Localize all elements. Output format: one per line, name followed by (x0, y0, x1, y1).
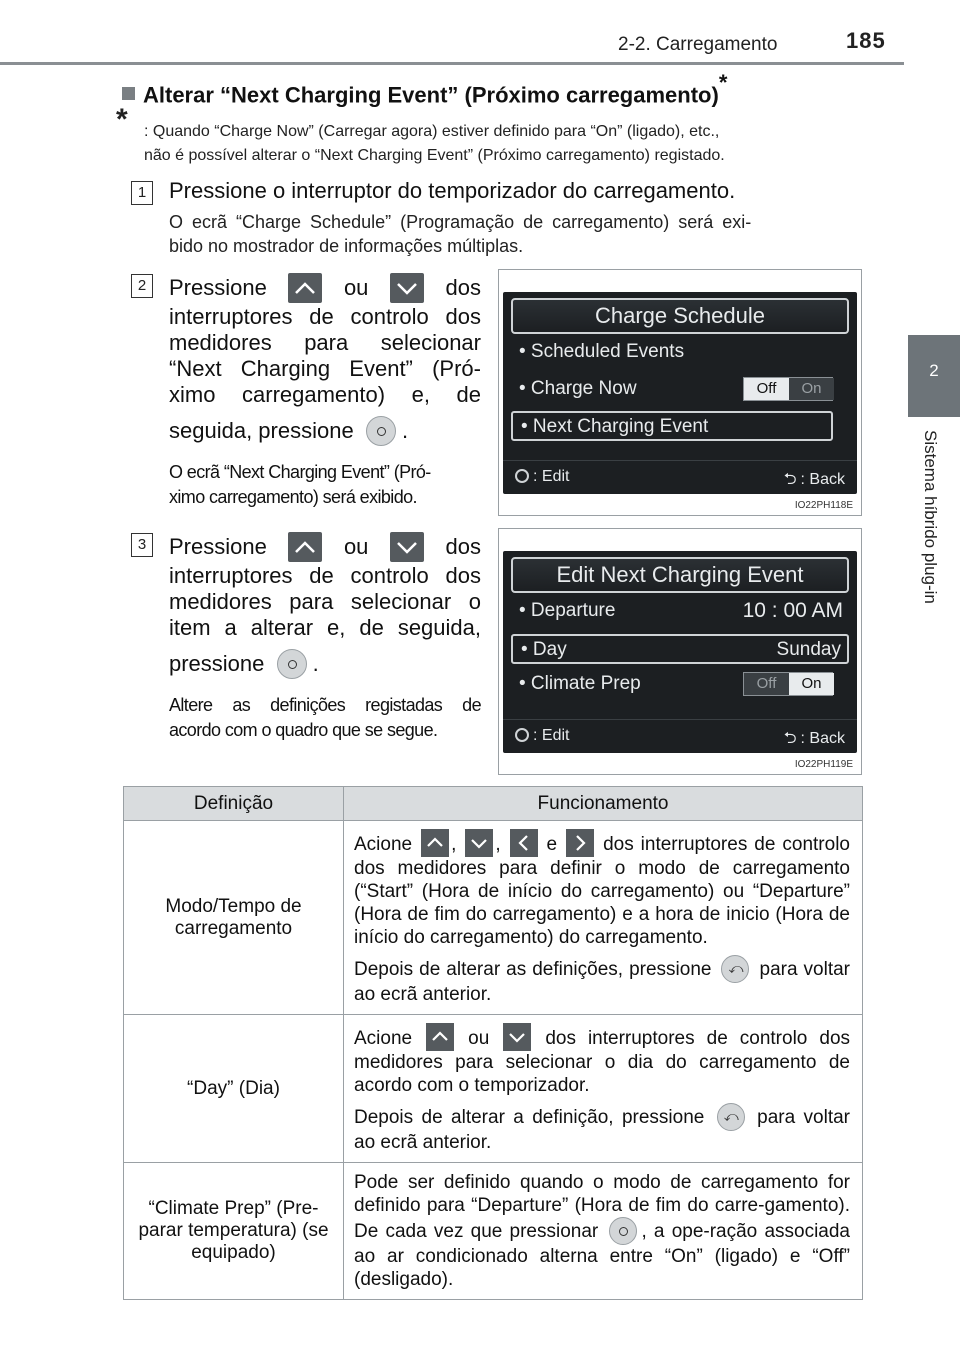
screen-title: Edit Next Charging Event (511, 557, 849, 593)
table-row (124, 821, 863, 1015)
day-value: Sunday (776, 639, 841, 660)
text-operation-cont: , a ope-ração associada ao ar condicionado alterna entre “On” (ligado) e “Off” (desligado). (354, 1221, 850, 1290)
screen-footer (503, 719, 857, 753)
chapter-label-box (908, 430, 960, 660)
section-heading (122, 70, 728, 108)
step-3-word-press: Pressione (169, 534, 267, 559)
figure-id: IO22PH119E (794, 759, 853, 770)
step-3-desc-line-1: Altere as definições registadas de (169, 695, 481, 715)
chapter-tab (908, 335, 960, 417)
down-arrow-button-icon (465, 829, 493, 857)
up-arrow-button-icon (426, 1023, 454, 1051)
down-arrow-button-icon (390, 532, 424, 562)
square-bullet-icon (122, 87, 135, 100)
down-arrow-button-icon (503, 1023, 531, 1051)
operation-paragraph: Acione , , e dos interruptores de controlo dos medidores para definir o modo de carregamento (“Start” (Hora de início do carregamento) ou “Departure” (Hora de fim do carregamento) e a hora de inicio (Hora de início do carregamento) do carregamento. (354, 829, 850, 949)
step-1-title: Pressione o interruptor do temporizador do carregamento. (169, 178, 736, 203)
table-row (124, 1015, 863, 1163)
toggle-on: On (789, 673, 834, 695)
page-header (0, 0, 960, 64)
text-acione: Acione (354, 834, 413, 855)
step-3-word-then-press: pressione (169, 651, 265, 676)
operation-paragraph (354, 1023, 850, 1097)
text-return: para voltar ao ecrã anterior. (354, 1107, 850, 1153)
back-label: : Back (800, 471, 845, 488)
step-2-line-5: ximo carregamento) e, de (169, 382, 481, 407)
step-2-desc-line-2: ximo carregamento) será exibido. (169, 487, 417, 507)
footnote-line-2: não é possível alterar o “Next Charging Event” (Próximo carregamento) registado. (144, 147, 725, 164)
row-charge-now (511, 375, 833, 405)
step-2-word-then-press: seguida, pressione (169, 418, 354, 443)
ok-button-icon (366, 416, 396, 446)
page-number: 185 (846, 28, 886, 53)
operation-cell (344, 1015, 863, 1163)
step-3-desc (169, 693, 481, 743)
text-return: para voltar ao ecrã anterior. (354, 959, 850, 1005)
heading-text: Alterar “Next Charging Event” (Próximo carregamento) (143, 82, 719, 108)
toggle-off: Off (744, 378, 789, 400)
row-scheduled-events: • Scheduled Events (519, 341, 685, 362)
settings-table (123, 786, 863, 1300)
step-2-line-2: interruptores de controlo dos (169, 304, 481, 329)
text-operation: dos interruptores de controlo dos medidores para selecionar o dia do carregamento de acordo com o temporizador. (354, 1028, 851, 1096)
down-arrow-button-icon (390, 273, 424, 303)
heading-marker: * (718, 70, 728, 95)
back-hint (784, 468, 845, 495)
row-charge-now-label: • Charge Now (519, 378, 637, 399)
climate-prep-toggle (743, 672, 833, 696)
screen-footer (503, 460, 857, 494)
step-2-word-dos: dos (445, 275, 481, 300)
step-2-word-or: ou (343, 275, 369, 300)
edit-hint (515, 468, 569, 486)
step-2-line-3: medidores para selecionar (169, 330, 481, 355)
right-arrow-button-icon (566, 829, 594, 857)
row-climate-prep-label: • Climate Prep (519, 673, 641, 694)
step-3-word-dos: dos (445, 534, 481, 559)
figure-charge-schedule (498, 269, 862, 516)
table-row (124, 1163, 863, 1300)
up-arrow-button-icon (288, 532, 322, 562)
up-arrow-button-icon (288, 273, 322, 303)
operation-cell (344, 821, 863, 1015)
toggle-off: Off (744, 673, 789, 695)
step-2-desc-line-1: O ecrã “Next Charging Event” (Pró- (169, 462, 431, 482)
step-number-2: 2 (131, 274, 153, 298)
return-paragraph (354, 1103, 850, 1154)
ok-button-icon (609, 1217, 637, 1245)
text-acione: Acione (354, 1028, 413, 1049)
text-after-change: Depois de alterar a definição, pressione (354, 1107, 705, 1128)
row-day-label: • Day (521, 639, 567, 660)
header-operation: Funcionamento (344, 787, 863, 821)
back-arrow-icon: ⮌ (783, 471, 797, 488)
edit-hint (515, 727, 569, 745)
step-1-desc-line-2: bido no mostrador de informações múltiplas. (169, 236, 524, 256)
ok-button-icon (277, 649, 307, 679)
back-hint (784, 727, 845, 754)
step-1-desc-line-1: O ecrã “Charge Schedule” (Programação de carregamento) será exi- (169, 212, 752, 232)
back-label: : Back (800, 730, 845, 747)
figure-id: IO22PH118E (794, 500, 853, 511)
step-3-line-4: item a alterar e, de seguida, (169, 615, 481, 640)
up-arrow-button-icon (421, 829, 449, 857)
row-next-charging-event: • Next Charging Event (511, 411, 833, 441)
dial-icon (515, 469, 529, 483)
edit-label: : Edit (533, 468, 570, 485)
step-2-line-1 (169, 272, 481, 304)
step-2-text (169, 272, 481, 510)
figure-edit-next-charging-event (498, 528, 862, 775)
dial-icon (515, 728, 529, 742)
header-setting: Definição (124, 787, 344, 821)
charge-now-toggle (743, 377, 833, 401)
step-2-word-press: Pressione (169, 275, 267, 300)
footnote-line-1: : Quando “Charge Now” (Carregar agora) estiver definido para “On” (ligado), etc., (144, 123, 720, 140)
departure-value: 10 : 00 AM (742, 599, 843, 622)
table-header-row (124, 787, 863, 821)
operation-cell (344, 1163, 863, 1300)
step-3-line-5 (169, 649, 481, 681)
step-3-line-1 (169, 531, 481, 563)
toggle-on: On (789, 378, 834, 400)
return-paragraph (354, 955, 850, 1006)
display-screen (503, 551, 857, 753)
setting-cell: “Day” (Dia) (124, 1015, 344, 1163)
step-3-text (169, 531, 481, 743)
header-rule (0, 62, 904, 65)
edit-label: : Edit (533, 727, 570, 744)
text-operation: dos interruptores de controlo dos medidores para definir o modo de carregamento (“Start” (Hora de início do carregamento) ou “Departure” (Hora de fim do carregamento) e a hora de inicio (Hora de início do carregamento) do carregamento. (354, 834, 850, 948)
step-3-line-2: interruptores de controlo dos (169, 563, 481, 588)
step-number-1: 1 (131, 181, 153, 205)
section-title: 2-2. Carregamento (618, 34, 778, 55)
left-arrow-button-icon (510, 829, 538, 857)
step-2-line-6 (169, 416, 481, 448)
step-2-period: . (401, 418, 409, 443)
row-climate-prep (511, 670, 833, 700)
text-after-change: Depois de alterar as definições, pressione (354, 959, 712, 980)
setting-cell: Modo/Tempo de carregamento (124, 821, 344, 1015)
step-3-period: . (312, 651, 319, 676)
text-operation: Pode ser definido quando o modo de carregamento for definido para “Departure” (Hora de fim do carre-gamento). De cada vez que pressionar (354, 1172, 850, 1242)
row-day (511, 634, 849, 664)
chapter-label: Sistema híbrido plug-in (921, 430, 940, 604)
step-2-line-4: “Next Charging Event” (Pró- (169, 356, 481, 381)
text-ou: ou (468, 1028, 490, 1049)
text-e: e (546, 834, 558, 855)
step-2-desc (169, 460, 481, 510)
row-departure-label: • Departure (519, 600, 616, 621)
display-screen (503, 292, 857, 494)
step-number-3: 3 (131, 533, 153, 557)
back-button-icon (717, 1103, 745, 1131)
row-departure (511, 597, 849, 627)
step-3-word-or: ou (343, 534, 369, 559)
back-button-icon (721, 955, 749, 983)
back-arrow-icon: ⮌ (783, 730, 797, 747)
step-3-line-3: medidores para selecionar o (169, 589, 481, 614)
setting-cell: “Climate Prep” (Pre-parar temperatura) (se equipado) (124, 1163, 344, 1300)
chapter-number: 2 (929, 361, 939, 380)
step-1-desc (169, 210, 855, 258)
step-3-desc-line-2: acordo com o quadro que se segue. (169, 720, 438, 740)
operation-paragraph (354, 1171, 850, 1291)
footnote-marker: * (116, 103, 128, 136)
screen-title: Charge Schedule (511, 298, 849, 334)
